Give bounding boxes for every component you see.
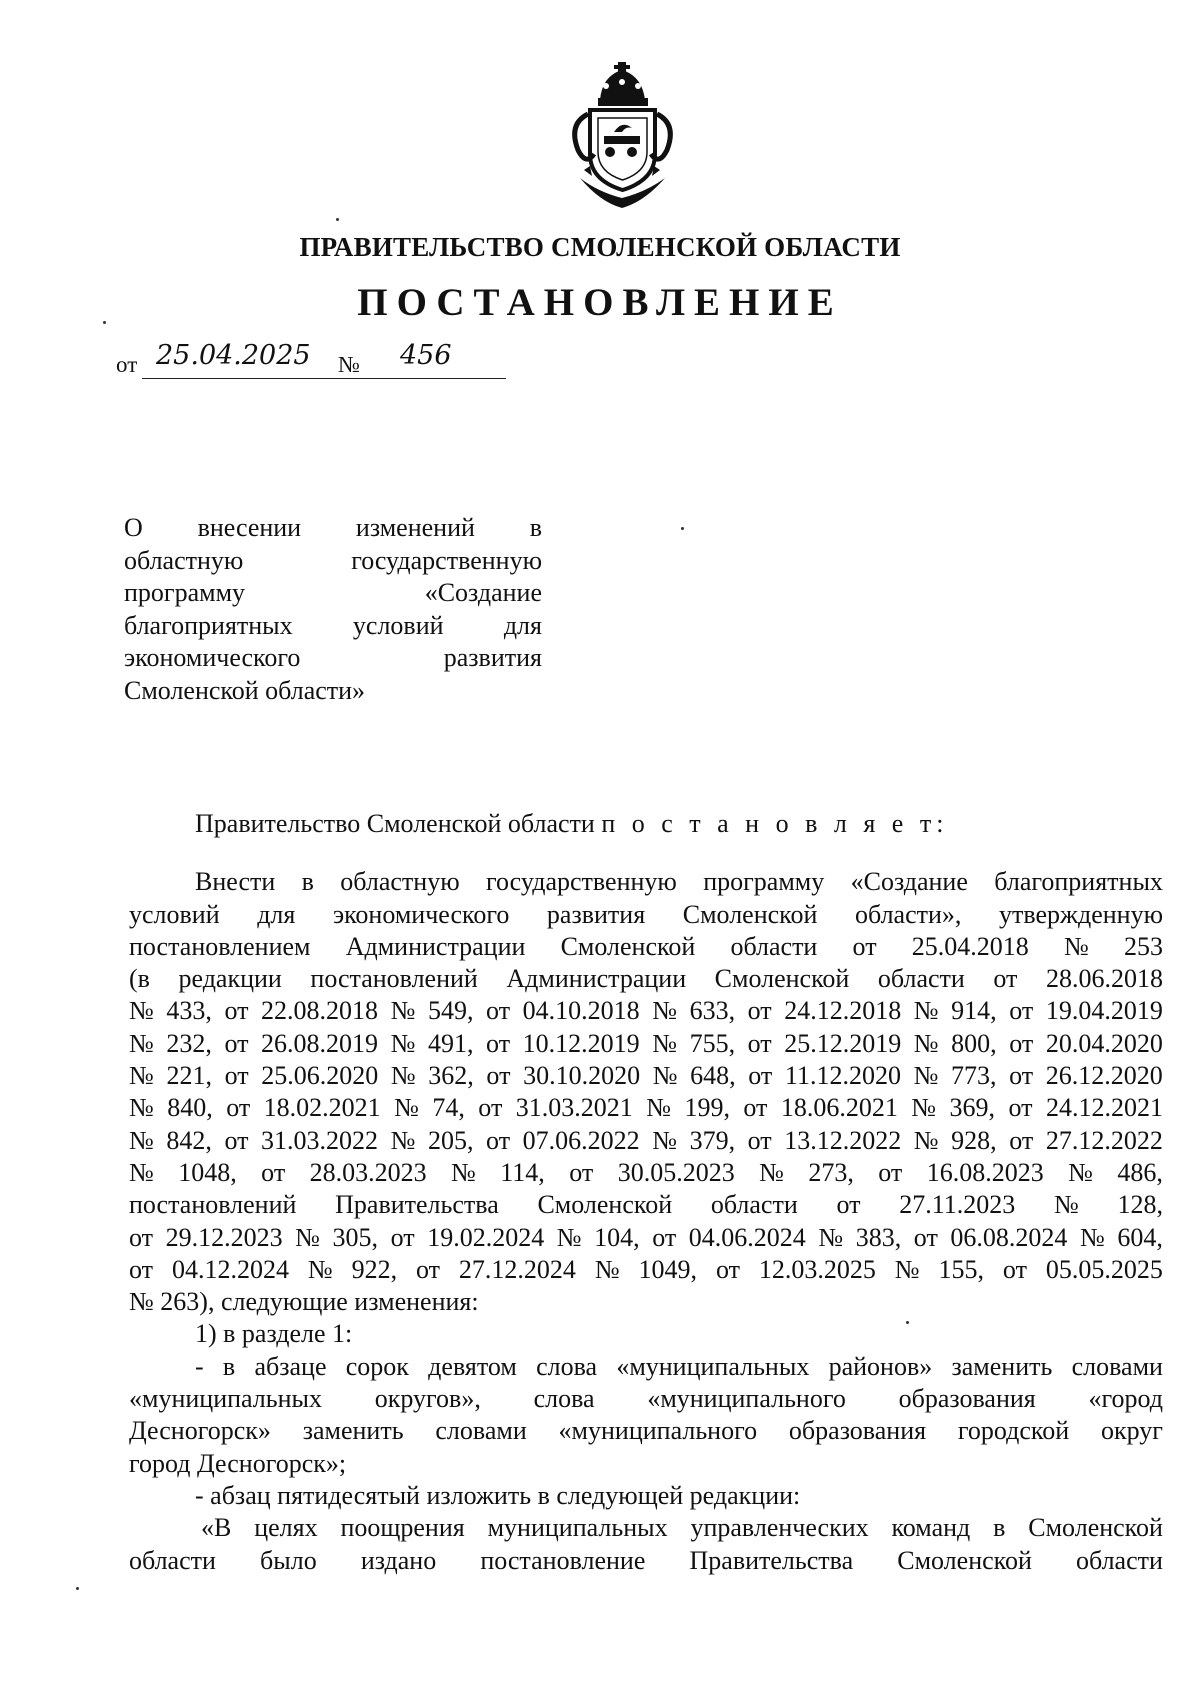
body-word: от <box>1009 1125 1034 1155</box>
body-word: городской <box>957 1416 1070 1446</box>
body-line: город Десногорск»; <box>129 1448 347 1478</box>
body-word: условий <box>129 899 220 929</box>
handwritten-date: 25.04.2025 <box>156 340 311 371</box>
body-word: от <box>836 1190 861 1220</box>
body-word: муниципальных <box>487 1513 668 1543</box>
body-word: от <box>993 964 1018 994</box>
body-word: 25.12.2019 <box>784 1028 902 1058</box>
body-word: издано <box>360 1545 437 1575</box>
subject-word: О <box>124 513 143 542</box>
body-word: экономического <box>332 899 510 929</box>
scan-speck <box>103 321 106 324</box>
body-word: 648, <box>690 1061 736 1091</box>
date-prefix: от <box>116 352 138 377</box>
body-word: от <box>569 1157 594 1187</box>
scan-speck <box>906 1321 909 1324</box>
body-word: № <box>594 1254 620 1284</box>
number-prefix: № <box>338 352 360 377</box>
body-word: редакции <box>178 964 282 994</box>
body-word: № <box>818 1222 844 1252</box>
body-line <box>129 866 1163 898</box>
scan-speck <box>336 218 339 221</box>
body-word: 10.12.2019 <box>522 1028 640 1058</box>
coat-of-arms-emblem <box>560 62 685 212</box>
body-word: от <box>390 1222 415 1252</box>
body-word: целях <box>254 1513 318 1543</box>
body-word: 486, <box>1117 1157 1163 1187</box>
body-word: благоприятных <box>994 867 1163 897</box>
body-word: 549, <box>427 996 474 1026</box>
body-word: 1048, <box>178 1157 237 1187</box>
body-word: 26.08.2019 <box>261 1028 379 1058</box>
body-word: в <box>301 867 314 897</box>
body-word: 773, <box>951 1061 997 1091</box>
body-word: округ <box>1100 1416 1163 1446</box>
body-word: образования <box>898 1384 1036 1414</box>
preamble-text: Правительство Смоленской области <box>195 809 595 838</box>
body-word: областную <box>340 867 460 897</box>
body-word: 28.06.2018 <box>1045 964 1163 994</box>
body-word: «муниципальных <box>616 1351 810 1381</box>
body-word: 24.12.2021 <box>1045 1093 1163 1123</box>
body-word: 27.12.2024 <box>458 1254 576 1284</box>
body-word: от <box>224 1061 249 1091</box>
body-word: № <box>911 1093 937 1123</box>
body-word: 491, <box>427 1028 474 1058</box>
body-word: 362, <box>428 1061 474 1091</box>
body-word: заменить <box>951 1351 1053 1381</box>
body-word: области <box>710 1190 798 1220</box>
body-line: - абзац пятидесятый изложить в следующей редакции: <box>195 1480 801 1510</box>
body-word: постановлением <box>129 931 311 961</box>
body-word: от <box>913 1222 938 1252</box>
body-word: Внести <box>195 867 276 897</box>
body-word: 128, <box>1117 1190 1163 1220</box>
body-word: 369, <box>949 1093 996 1123</box>
body-word: «город <box>1088 1384 1163 1414</box>
body-word: № <box>913 996 939 1026</box>
body-word: 19.02.2024 <box>427 1222 545 1252</box>
body-word: 04.06.2024 <box>688 1222 806 1252</box>
scan-speck <box>76 1587 79 1590</box>
body-word: от <box>224 1028 249 1058</box>
body-word: «В <box>201 1513 232 1543</box>
body-word: 13.12.2022 <box>784 1125 902 1155</box>
body-word: № <box>451 1157 476 1187</box>
body-word: 379, <box>689 1125 736 1155</box>
body-word: 12.03.2025 <box>758 1254 876 1284</box>
body-word: от <box>747 1028 772 1058</box>
body-word: 24.12.2018 <box>784 996 902 1026</box>
body-word: Администрации <box>345 931 526 961</box>
body-word: № <box>129 996 154 1026</box>
preamble <box>129 808 1163 840</box>
body-word: было <box>260 1545 317 1575</box>
body-word: от <box>224 996 249 1026</box>
body-word: № <box>129 1157 154 1187</box>
body-word: Правительства <box>335 1190 499 1220</box>
body-word: № <box>129 1061 154 1091</box>
body-word: Правительства <box>689 1545 854 1575</box>
body-word: 604, <box>1117 1222 1163 1252</box>
body-word: области <box>1076 1545 1163 1575</box>
body-line <box>129 963 1163 995</box>
body-word: утвержденную <box>998 899 1163 929</box>
body-word: № <box>894 1254 920 1284</box>
body-line <box>129 931 1163 963</box>
body-word: 27.12.2022 <box>1045 1125 1163 1155</box>
body-word: 383, <box>855 1222 902 1252</box>
body-word: 30.05.2023 <box>617 1157 735 1187</box>
body-word: от <box>748 1061 773 1091</box>
body-word: (в <box>129 964 150 994</box>
body-word: 433, <box>166 996 212 1026</box>
body-word: постановлений <box>310 964 478 994</box>
body-word: от <box>878 1157 903 1187</box>
body-word: постановление <box>480 1545 646 1575</box>
body-word: районов» <box>828 1351 933 1381</box>
body-word: от <box>715 1254 740 1284</box>
body-word: Администрации <box>506 964 687 994</box>
body-word: 1049, <box>638 1254 698 1284</box>
body-word: № <box>394 1093 419 1123</box>
subject-word: внесении <box>197 513 302 542</box>
body-word: 922, <box>351 1254 398 1284</box>
body-word: № <box>1079 1222 1105 1252</box>
body-word: № <box>307 1254 333 1284</box>
body-word: девятом <box>428 1351 517 1381</box>
document-type-title: ПОСТАНОВЛЕНИЕ <box>357 281 843 324</box>
body-word: 800, <box>951 1028 997 1058</box>
body-word: № <box>646 1093 671 1123</box>
body-line <box>129 1254 1163 1286</box>
body-word: от <box>226 1093 251 1123</box>
body-word: Смоленской <box>714 964 850 994</box>
body-word: 27.11.2023 <box>899 1190 1016 1220</box>
body-line <box>129 1092 1163 1124</box>
subject-word: «Создание <box>424 578 542 607</box>
body-word: № <box>390 1125 416 1155</box>
body-word: 74, <box>432 1093 465 1123</box>
body-line: 1) в разделе 1: <box>195 1319 353 1349</box>
body-word: словами <box>435 1416 527 1446</box>
body-word: № <box>556 1222 582 1252</box>
subject-word: Смоленской области» <box>124 675 366 705</box>
body-word: № <box>1068 1157 1093 1187</box>
body-line <box>129 1222 1163 1254</box>
body-word: округов», <box>374 1384 481 1414</box>
handwritten-number: 456 <box>400 340 452 371</box>
subject-word: для <box>503 610 542 640</box>
body-word: 30.10.2020 <box>523 1061 641 1091</box>
body-word: области», <box>854 899 962 929</box>
body-word: от <box>747 1125 772 1155</box>
body-word: 914, <box>951 996 997 1026</box>
number-underline <box>368 378 506 379</box>
body-word: № <box>652 1061 678 1091</box>
body-word: 04.10.2018 <box>522 996 640 1026</box>
body-word: управленческих <box>690 1513 869 1543</box>
body-word: № <box>1053 1190 1079 1220</box>
subject-word: областную <box>124 545 244 575</box>
body-line <box>129 1189 1163 1221</box>
body-word: в <box>993 1513 1006 1543</box>
body-word: от <box>261 1157 286 1187</box>
body-line <box>129 1415 1163 1447</box>
scan-speck <box>681 527 684 530</box>
body-word: № <box>295 1222 320 1252</box>
body-line <box>129 1351 1163 1383</box>
date-number-line <box>116 340 566 378</box>
body-word: от <box>747 996 772 1026</box>
body-word: № <box>390 1061 416 1091</box>
organization-name: ПРАВИТЕЛЬСТВО СМОЛЕНСКОЙ ОБЛАСТИ <box>299 232 901 262</box>
body-word: № <box>129 1125 154 1155</box>
subject-word: условий <box>352 610 444 640</box>
body-word: Смоленской <box>537 1190 673 1220</box>
body-word: 155, <box>938 1254 984 1284</box>
body-word: Десногорск» <box>129 1416 271 1446</box>
body-line <box>129 899 1163 931</box>
body-word: 29.12.2023 <box>165 1222 283 1252</box>
body-word: № <box>652 1028 677 1058</box>
body-word: заменить <box>302 1416 404 1446</box>
body-word: 253 <box>1123 931 1163 961</box>
body-word: 755, <box>689 1028 736 1058</box>
body-word: области <box>730 931 818 961</box>
body-word: № <box>913 1061 939 1091</box>
body-word: программу <box>703 867 825 897</box>
body-word: Смоленской <box>560 931 696 961</box>
body-word: 25.04.2018 <box>911 931 1029 961</box>
body-word: от <box>415 1254 440 1284</box>
document-body <box>129 808 1163 1577</box>
body-line <box>129 1157 1163 1189</box>
body-line <box>129 995 1163 1027</box>
body-word: «муниципальных <box>129 1384 323 1414</box>
body-word: № <box>913 1125 939 1155</box>
body-word: от <box>743 1093 768 1123</box>
body-line <box>129 1028 1163 1060</box>
body-word: словами <box>1071 1351 1163 1381</box>
body-word: от <box>486 1028 511 1058</box>
body-word: 11.12.2020 <box>784 1061 901 1091</box>
body-word: слова <box>533 1384 595 1414</box>
body-word: 633, <box>689 996 736 1026</box>
body-word: области <box>877 964 965 994</box>
subject-word: экономического <box>124 643 301 672</box>
body-word: от <box>129 1222 154 1252</box>
body-word: от <box>1009 996 1034 1026</box>
body-word: 305, <box>332 1222 379 1252</box>
body-word: абзаце <box>254 1351 327 1381</box>
body-word: образования <box>788 1416 927 1446</box>
body-word: 18.02.2021 <box>263 1093 381 1123</box>
body-word: от <box>486 1061 511 1091</box>
subject-word: программу <box>124 578 246 607</box>
body-word: 22.08.2018 <box>261 996 379 1026</box>
body-word: № <box>129 1093 154 1123</box>
body-word: «муниципального <box>558 1416 758 1446</box>
body-word: № <box>390 1028 416 1058</box>
body-word: № <box>390 996 416 1026</box>
body-word: 04.12.2024 <box>171 1254 289 1284</box>
body-word: № <box>652 1125 677 1155</box>
body-word: от <box>852 931 877 961</box>
body-word: 05.05.2025 <box>1045 1254 1163 1284</box>
body-word: № <box>759 1157 784 1187</box>
body-word: 221, <box>166 1061 212 1091</box>
body-word: от <box>1008 1093 1033 1123</box>
body-word: № <box>129 1028 154 1058</box>
body-word: команд <box>891 1513 971 1543</box>
body-word: от <box>1002 1254 1027 1284</box>
body-word: от <box>486 1125 511 1155</box>
body-word: постановлений <box>129 1190 297 1220</box>
body-word: 232, <box>166 1028 212 1058</box>
body-word: 18.06.2021 <box>780 1093 898 1123</box>
body-word: от <box>486 996 511 1026</box>
subject-block <box>124 512 542 707</box>
body-word: от <box>1009 1061 1034 1091</box>
body-word: развития <box>546 899 646 929</box>
body-word: 07.06.2022 <box>522 1125 640 1155</box>
body-word: «муниципального <box>647 1384 846 1414</box>
body-word: № <box>652 996 677 1026</box>
body-word: 31.03.2021 <box>515 1093 633 1123</box>
body-word: в <box>222 1351 236 1381</box>
preamble-verb: п о с т а н о в л я е т: <box>601 809 949 838</box>
body-word: Смоленской <box>1028 1513 1163 1543</box>
body-word: от <box>224 1125 249 1155</box>
body-word: 840, <box>167 1093 213 1123</box>
body-word: поощрения <box>340 1513 465 1543</box>
body-word: 31.03.2022 <box>261 1125 379 1155</box>
body-line <box>129 1512 1163 1544</box>
body-word: 273, <box>808 1157 854 1187</box>
subject-word: государственную <box>351 545 542 575</box>
body-word: 26.12.2020 <box>1045 1061 1163 1091</box>
subject-word: изменений <box>355 513 475 542</box>
body-word: сорок <box>345 1351 409 1381</box>
body-word: 06.08.2024 <box>950 1222 1068 1252</box>
body-line <box>129 1125 1163 1157</box>
body-word: 16.08.2023 <box>926 1157 1044 1187</box>
body-word: Смоленской <box>897 1545 1032 1575</box>
body-word: 928, <box>951 1125 997 1155</box>
body-word: 104, <box>594 1222 640 1252</box>
subject-word: благоприятных <box>124 610 293 640</box>
body-word: 28.03.2023 <box>309 1157 427 1187</box>
body-word: № <box>913 1028 939 1058</box>
body-line <box>129 1060 1163 1092</box>
body-word: 842, <box>166 1125 212 1155</box>
body-word: от <box>129 1254 154 1284</box>
body-word: от <box>1009 1028 1034 1058</box>
body-line: № 263), следующие изменения: <box>129 1287 479 1317</box>
body-word: Смоленской <box>682 899 818 929</box>
body-word: 19.04.2019 <box>1045 996 1163 1026</box>
body-word: государственную <box>486 867 677 897</box>
body-word: «Создание <box>850 867 968 897</box>
subject-word: развития <box>443 643 542 672</box>
body-word: области <box>129 1545 216 1575</box>
body-word: 25.06.2020 <box>261 1061 379 1091</box>
body-word: для <box>257 899 296 929</box>
body-word: - <box>195 1351 204 1381</box>
body-word: слова <box>536 1351 598 1381</box>
body-line <box>129 1545 1163 1577</box>
body-word: № <box>1063 931 1089 961</box>
body-word: от <box>478 1093 503 1123</box>
body-word: от <box>652 1222 677 1252</box>
subject-word: в <box>529 513 542 542</box>
body-word: 114, <box>500 1157 545 1187</box>
body-line <box>129 1383 1163 1415</box>
body-word: 205, <box>427 1125 474 1155</box>
body-word: 20.04.2020 <box>1045 1028 1163 1058</box>
body-word: 199, <box>684 1093 730 1123</box>
